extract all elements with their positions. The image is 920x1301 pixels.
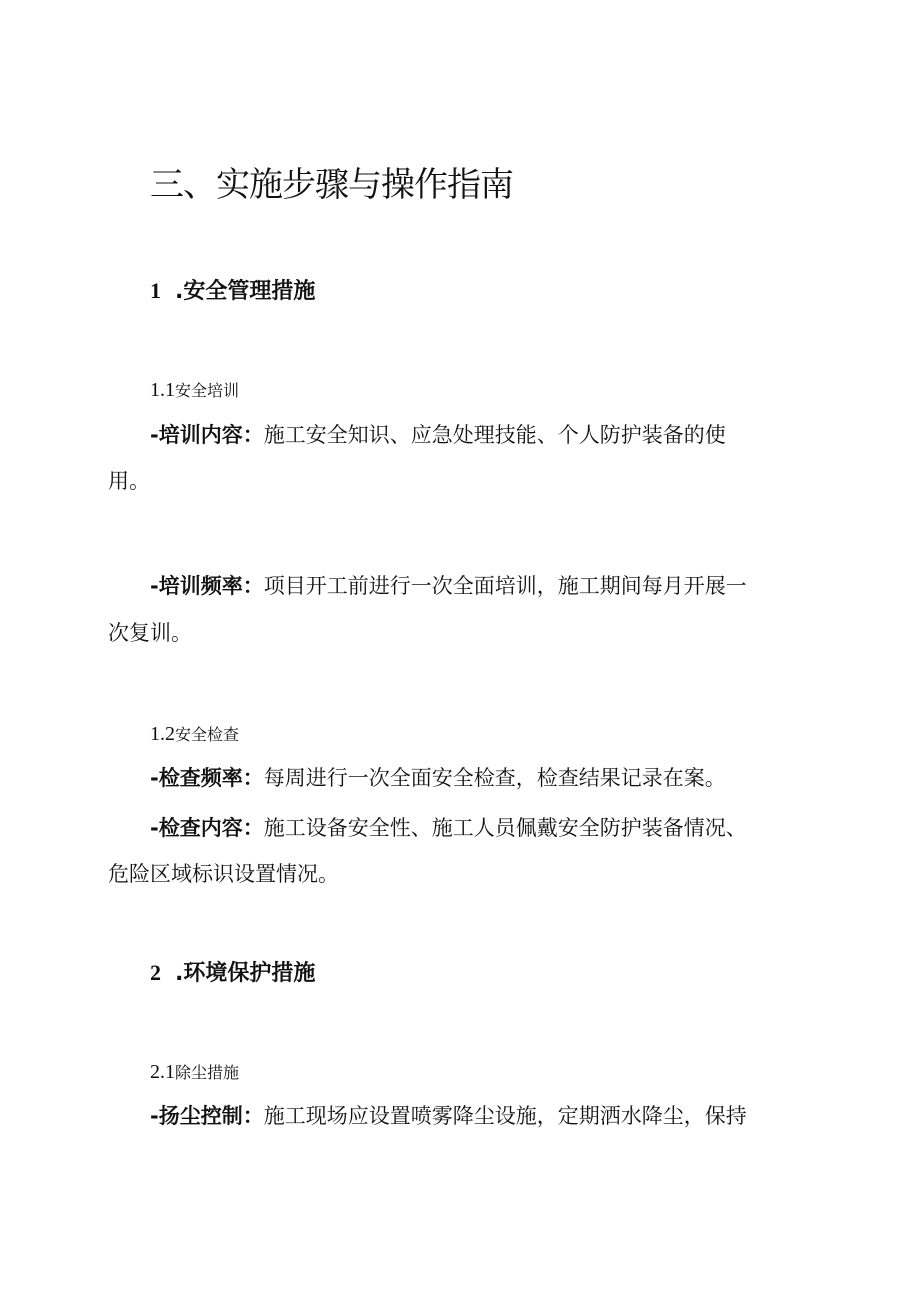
item-text: 施工安全知识、应急处理技能、个人防护装备的使 <box>263 423 726 447</box>
subsection-label: 安全检查 <box>175 725 240 744</box>
list-item <box>150 576 747 597</box>
section-heading-2 <box>150 962 315 985</box>
section-heading-1 <box>150 280 315 303</box>
item-lead: -培训频率： <box>150 574 264 598</box>
section-number: 1 <box>150 278 161 303</box>
subsection-label: 安全培训 <box>175 381 240 400</box>
section-number: 2 <box>150 960 161 985</box>
item-text: 施工现场应设置喷雾降尘设施，定期洒水降尘，保持 <box>263 1104 747 1128</box>
item-lead: -培训内容： <box>150 423 264 447</box>
item-continuation: 危险区域标识设置情况。 <box>108 862 339 886</box>
list-item <box>150 1106 747 1127</box>
section-heading-text: .环境保护措施 <box>175 961 316 986</box>
subsection-heading-1-1 <box>150 380 239 400</box>
item-text: 施工设备安全性、施工人员佩戴安全防护装备情况、 <box>263 816 747 840</box>
subsection-label: 除尘措施 <box>175 1063 240 1082</box>
item-lead: -扬尘控制： <box>150 1104 264 1128</box>
subsection-number: 1.2 <box>150 723 175 745</box>
section-heading-text: .安全管理措施 <box>175 279 316 304</box>
page-title: 三、实施步骤与操作指南 <box>150 165 513 205</box>
item-text: 每周进行一次全面安全检查，检查结果记录在案。 <box>263 766 726 790</box>
item-continuation: 用。 <box>108 469 150 493</box>
list-item <box>150 818 747 839</box>
item-lead: -检查内容： <box>150 816 264 840</box>
item-continuation: 次复训。 <box>108 621 192 645</box>
subsection-heading-1-2 <box>150 724 239 744</box>
subsection-number: 2.1 <box>150 1061 175 1083</box>
subsection-number: 1.1 <box>150 379 175 401</box>
item-lead: -检查频率： <box>150 766 264 790</box>
subsection-heading-2-1 <box>150 1062 239 1082</box>
list-item <box>150 768 726 789</box>
item-text: 项目开工前进行一次全面培训，施工期间每月开展一 <box>263 574 747 598</box>
list-item <box>150 425 726 446</box>
